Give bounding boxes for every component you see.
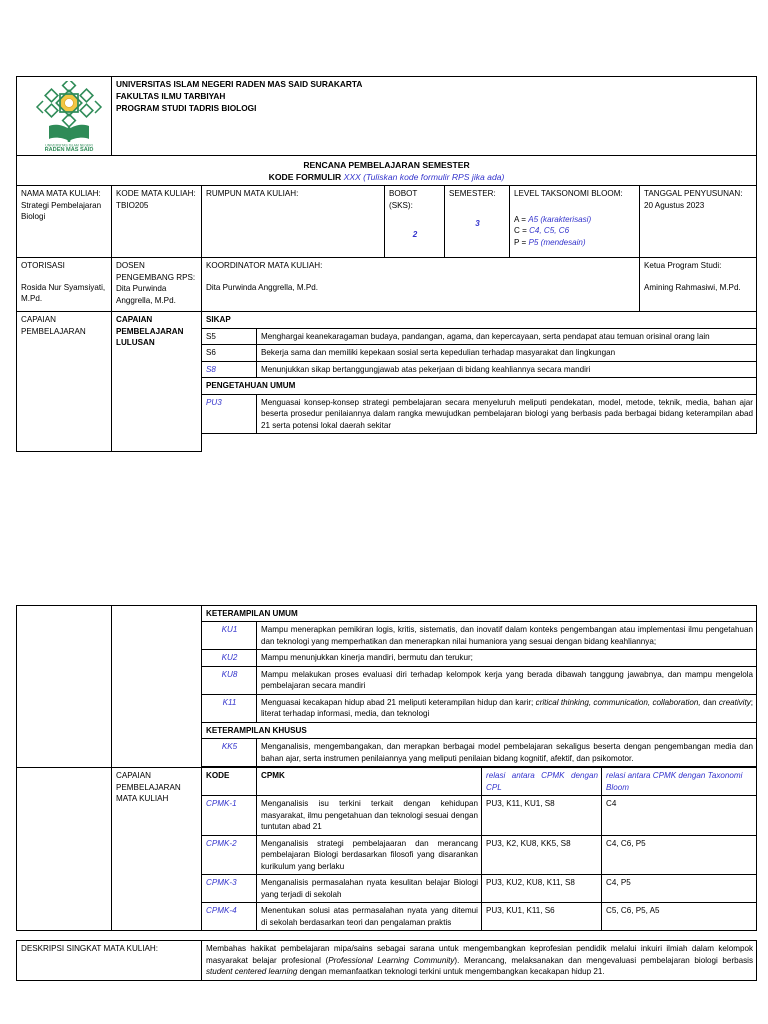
bobot-cell <box>385 186 445 258</box>
k11-code: K11 <box>202 694 257 722</box>
page-title: RENCANA PEMBELAJARAN SEMESTER <box>303 160 470 170</box>
cpl-label: CAPAIAN PEMBELAJARAN LULUSAN <box>116 315 184 348</box>
ku-text-0: Mampu menerapkan pemikiran logis, kritis, sistematis, dan inovatif dalam konteks pengembangan atau implementasi ilmu pengetahuan dan teknologi yang memperhatikan dan menerapkan nilai humaniora yang sesuai dengan bidang keahliannya; <box>257 622 757 650</box>
doc-title-cell <box>17 156 757 186</box>
k11-part1: Menguasai kecakapan hidup abad 21 meliputi keterampilan hidup dan karir; <box>261 697 536 707</box>
level-a-row <box>514 214 636 225</box>
cpl-label-cell <box>112 312 202 452</box>
otorisasi-cell <box>17 258 112 312</box>
bobot-label: BOBOT (SKS): <box>389 189 418 210</box>
koordinator-label: KOORDINATOR MATA KULIAH: <box>206 261 323 271</box>
pengetahuan-code-0: PU3 <box>202 394 257 433</box>
cpmk-label-cell <box>112 768 202 931</box>
cpmk-code-2: CPMK-3 <box>202 875 257 903</box>
uin-raden-mas-said-logo <box>21 79 116 153</box>
level-p-row <box>514 237 636 248</box>
form-code-label: KODE FORMULIR <box>268 172 342 183</box>
cpmk-header-cpmk: CPMK <box>257 768 482 796</box>
cpmk-header-relasi-bloom: relasi antara CPMK dengan Taxonomi Bloom <box>602 768 757 796</box>
ku-code-1: KU2 <box>202 650 257 666</box>
bobot-value: 2 <box>412 230 418 240</box>
koordinator-cell <box>202 258 640 312</box>
sikap-heading-row <box>17 312 757 328</box>
nama-mata-kuliah-cell <box>17 186 112 258</box>
deskripsi-italic2: student centered learning <box>206 967 298 977</box>
form-code-value: XXX (Tuliskan kode formulir RPS jika ada) <box>343 172 505 183</box>
keterampilan-khusus-heading: KETERAMPILAN KHUSUS <box>202 722 757 738</box>
page-2 <box>16 605 756 981</box>
level-taksonomi-cell <box>510 186 640 258</box>
kaprodi-label: Ketua Program Studi: <box>644 261 722 271</box>
deskripsi-text-cell <box>202 941 757 980</box>
institution-line-1: UNIVERSITAS ISLAM NEGERI RADEN MAS SAID SURAKARTA <box>116 79 363 89</box>
cpmk-label: CAPAIAN PEMBELAJARAN MATA KULIAH <box>116 771 181 804</box>
letterhead-row <box>17 77 757 156</box>
kk-text-0: Menganalisis, mengembangakan, dan merapkan berbagai model pembelajaran sekaligus beserta dengan pengembangan media dan bahan ajar, serta instrumen penilaiannya yang meliputi penilaian bidang kognitif, afektif, dan psikomotor. <box>257 739 757 767</box>
nama-mata-kuliah-value: Strategi Pembelajaran Biologi <box>21 200 102 222</box>
level-c-value: C4, C5, C6 <box>529 226 570 236</box>
institution-line-2: FAKULTAS ILMU TARBIYAH <box>116 90 226 101</box>
level-p-prefix: P = <box>514 237 529 247</box>
keterampilan-umum-heading: KETERAMPILAN UMUM <box>202 606 757 622</box>
cpmk-header-kode: KODE <box>202 768 257 796</box>
cpmk-code-3: CPMK-4 <box>202 903 257 931</box>
cpmk-code-0: CPMK-1 <box>202 796 257 835</box>
rps-table-page-1 <box>16 76 757 452</box>
svg-text:RADEN MAS SAID: RADEN MAS SAID <box>44 147 93 153</box>
cpmk-relasi-bloom-0: C4 <box>602 796 757 835</box>
form-code-line <box>17 171 756 185</box>
cpmk-relasi-bloom-2: C4, P5 <box>602 875 757 903</box>
pengetahuan-umum-heading: PENGETAHUAN UMUM <box>202 378 757 394</box>
k11-part3: ; literat terhadap informasi, media, dan teknologi <box>261 697 754 719</box>
tanggal-label: TANGGAL PENYUSUNAN: <box>644 189 743 199</box>
identity-row <box>17 186 757 258</box>
cpmk-desc-2: Menganalisis permasalahan nyata kesulitan belajar Biologi yang terjadi di sekolah <box>257 875 482 903</box>
level-a-value: A5 (karakterisasi) <box>528 214 592 224</box>
deskripsi-part2: ). Merancang, melaksanakan dan mengevaluasi pembelajaran biologi berbasis <box>454 955 754 965</box>
cpmk-relasi-cpl-0: PU3, K11, KU1, S8 <box>482 796 602 835</box>
level-taksonomi-label: LEVEL TAKSONOMI BLOOM: <box>514 189 623 199</box>
logo-cell <box>17 77 112 156</box>
pengetahuan-text-0: Menguasai konsep-konsep strategi pembelajaran secara menyeluruh meliputi pendekatan, model, metode, teknik, media, bahan ajar beserta prosedur penilaiannya dalam rangka mewujudkan pembelajaran biologi yang berbasis pada berbagai bidang keterampilan abad 21 serta potensi lokal daerah sekitar <box>257 394 757 433</box>
k11-text <box>257 694 757 722</box>
koordinator-value: Dita Purwinda Anggrella, M.Pd. <box>206 282 319 292</box>
sikap-code-2: S8 <box>202 361 257 377</box>
page-1 <box>16 76 756 452</box>
sikap-text-2: Menunjukkan sikap bertanggungjawab atas pekerjaan di bidang keahliannya secara mandiri <box>257 361 757 377</box>
cpmk-relasi-bloom-3: C5, C6, P5, A5 <box>602 903 757 931</box>
deskripsi-table <box>16 940 757 980</box>
page2-empty-second-cell <box>112 606 202 768</box>
svg-text:UNIVERSITAS ISLAM NEGERI: UNIVERSITAS ISLAM NEGERI <box>44 143 93 148</box>
cpmk-header-relasi-cpl: relasi antara CPMK dengan CPL <box>482 768 602 796</box>
kode-mata-kuliah-label: KODE MATA KULIAH: <box>116 189 196 199</box>
cpmk-desc-1: Menganalisis strategi pembelajaaran dan merancang pembelajaran Biologi berdasarkan filosofi yang disarankan kurikulum yang berlaku <box>257 835 482 874</box>
cpmk-relasi-cpl-2: PU3, KU2, KU8, K11, S8 <box>482 875 602 903</box>
kaprodi-cell <box>640 258 757 312</box>
doc-title-row <box>17 156 757 186</box>
tanggal-value: 20 Agustus 2023 <box>644 200 705 210</box>
level-p-value: P5 (mendesain) <box>528 237 586 247</box>
level-a-prefix: A = <box>514 214 529 224</box>
capaian-pembelajaran-label: CAPAIAN PEMBELAJARAN <box>21 315 86 336</box>
semester-cell <box>445 186 510 258</box>
k11-italic2: creativity <box>718 697 751 707</box>
keterampilan-umum-heading-row <box>17 606 757 622</box>
kode-mata-kuliah-cell <box>112 186 202 258</box>
rps-table-page-2 <box>16 605 757 931</box>
cpmk-relasi-cpl-3: PU3, KU1, K11, S6 <box>482 903 602 931</box>
deskripsi-italic1: Professional Learning Community <box>328 955 455 965</box>
rumpun-mata-kuliah-cell <box>202 186 385 258</box>
deskripsi-part3: dengan memanfaatkan teknologi terkini untuk mengembangkan kecakapan hidup 21. <box>297 967 605 977</box>
k11-part2: dan <box>700 697 719 707</box>
nama-mata-kuliah-label: NAMA MATA KULIAH: <box>21 189 101 199</box>
deskripsi-label-cell: DESKRIPSI SINGKAT MATA KULIAH: <box>17 941 202 980</box>
sikap-text-1: Bekerja sama dan memiliki kepekaan sosial serta kepedulian terhadap masyarakat dan lingkungan <box>257 345 757 361</box>
kaprodi-value: Amining Rahmasiwi, M.Pd. <box>644 282 741 292</box>
page2-empty-left-cell <box>17 606 112 768</box>
k11-italic1: critical thinking, communication, collaboration, <box>535 697 701 707</box>
logo-svg <box>29 81 109 153</box>
kode-mata-kuliah-value: TBIO205 <box>116 200 149 210</box>
otorisasi-row <box>17 258 757 312</box>
ku-text-1: Mampu menunjukkan kinerja mandiri, bermutu dan terukur; <box>257 650 757 666</box>
institution-line-3: PROGRAM STUDI TADRIS BIOLOGI <box>116 102 257 113</box>
cpmk-desc-3: Menentukan solusi atas permasalahan nyata yang ditemui di sekolah berdasarkan teori dan pengalaman praktis <box>257 903 482 931</box>
level-c-row <box>514 225 636 236</box>
deskripsi-part1: Membahas hakikat pembelajaran mipa/sains sebagai sarana untuk mengembangkan keprofesian pendidik melalui inkuiri ilmiah dalam kelompok masyarakat belajar profesional ( <box>206 944 753 965</box>
otorisasi-name: Rosida Nur Syamsiyati, M.Pd. <box>21 282 106 304</box>
tanggal-penyusunan-cell <box>640 186 757 258</box>
sikap-text-0: Menghargai keanekaragaman budaya, pandangan, agama, dan kepercayaan, serta pendapat atau temuan orisinal orang lain <box>257 328 757 344</box>
rumpun-mata-kuliah-label: RUMPUN MATA KULIAH: <box>206 189 299 199</box>
cpmk-code-1: CPMK-2 <box>202 835 257 874</box>
ku-code-0: KU1 <box>202 622 257 650</box>
ku-code-2: KU8 <box>202 666 257 694</box>
semester-label: SEMESTER: <box>449 189 496 199</box>
cpmk-relasi-bloom-1: C4, C6, P5 <box>602 835 757 874</box>
cpmk-header-row <box>17 768 757 796</box>
institution-header <box>112 77 757 156</box>
sikap-code-1: S6 <box>202 345 257 361</box>
semester-value: 3 <box>475 218 480 228</box>
page2-empty-left-cell-2 <box>17 768 112 931</box>
deskripsi-row <box>17 941 757 980</box>
dosen-pengembang-label: DOSEN PENGEMBANG RPS: <box>116 261 196 282</box>
sikap-code-0: S5 <box>202 328 257 344</box>
cpmk-relasi-cpl-1: PU3, K2, KU8, KK5, S8 <box>482 835 602 874</box>
dosen-pengembang-cell <box>112 258 202 312</box>
capaian-pembelajaran-label-cell <box>17 312 112 452</box>
otorisasi-label: OTORISASI <box>21 261 65 271</box>
sikap-heading: SIKAP <box>202 312 757 328</box>
level-c-prefix: C = <box>514 226 530 236</box>
kk-code-0: KK5 <box>202 739 257 767</box>
cpmk-desc-0: Menganalisis isu terkini terkait dengan kehidupan masyarakat, ilmu pengetahuan dan teknologi sesuai dengan tuntutan abad 21 <box>257 796 482 835</box>
dosen-pengembang-value: Dita Purwinda Anggrella, M.Pd. <box>116 284 176 305</box>
ku-text-2: Mampu melakukan proses evaluasi diri terhadap kelompok kerja yang berada dibawah tanggung jawabnya, dan mampu mengelola pembelajaran secara mandiri <box>257 666 757 694</box>
capaian-trailing-spacer <box>202 434 757 452</box>
